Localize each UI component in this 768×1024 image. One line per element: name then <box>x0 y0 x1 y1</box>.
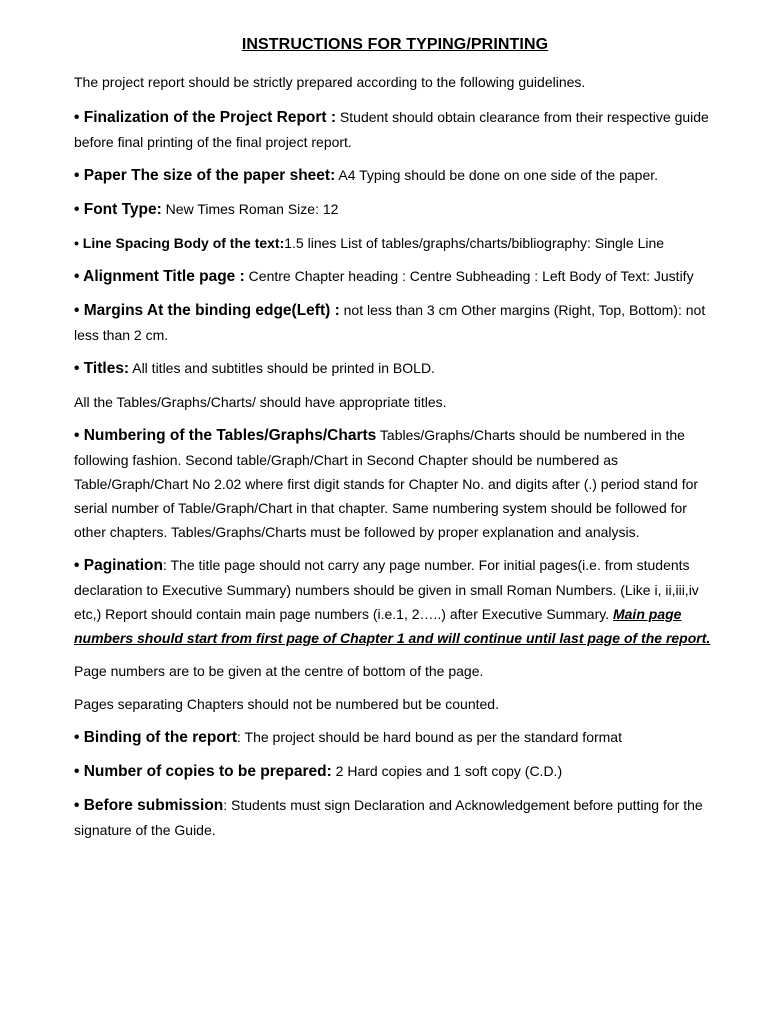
item-alignment <box>74 264 716 289</box>
item-finalization <box>74 105 716 154</box>
item-text: All titles and subtitles should be printed in BOLD. <box>129 360 435 376</box>
page-title: INSTRUCTIONS FOR TYPING/PRINTING <box>241 36 549 53</box>
item-heading: • Line Spacing Body of the text: <box>74 235 285 251</box>
item-heading: • Alignment Title page : <box>74 268 245 285</box>
note-page-numbers-centre: Page numbers are to be given at the centre of bottom of the page. <box>74 663 484 679</box>
item-pagination <box>74 553 716 650</box>
item-font-type <box>74 197 716 222</box>
item-text: : The project should be hard bound as per the standard format <box>237 729 622 745</box>
item-heading: • Titles: <box>74 360 130 377</box>
item-before-submission <box>74 793 716 842</box>
item-text: New Times Roman Size: 12 <box>161 201 339 217</box>
item-text: Student should obtain clearance from their respective guide before final printing of the final project report. <box>74 109 709 150</box>
item-margins <box>74 298 716 347</box>
item-copies <box>74 759 716 784</box>
item-text: : Students must sign Declaration and Acknowledgement before putting for the signature of the Guide. <box>74 797 703 838</box>
item-text: Tables/Graphs/Charts should be numbered in the following fashion. Second table/Graph/Chart in Second Chapter should be numbered as Table/Graph/Chart No 2.02 where first digit stands for Chapter No. and digits after (.) period stand for serial number of Table/Graph/Chart in that chapter. Same numbering system should be followed for other chapters. Tables/Graphs/Charts must be followed by proper explanation and analysis. <box>74 427 699 540</box>
intro-text: The project report should be strictly prepared according to the following guidelines. <box>74 74 586 90</box>
item-heading: • Before submission <box>74 797 224 814</box>
item-heading: • Finalization of the Project Report : <box>74 109 337 126</box>
item-paper <box>74 163 716 188</box>
item-numbering <box>74 423 716 544</box>
note-tables-titles: All the Tables/Graphs/Charts/ should have appropriate titles. <box>74 394 447 410</box>
item-text: Centre Chapter heading : Centre Subheading : Left Body of Text: Justify <box>244 268 694 284</box>
item-heading: • Binding of the report <box>74 729 237 746</box>
item-heading: • Number of copies to be prepared: <box>74 763 332 780</box>
item-text: : The title page should not carry any page number. For initial pages(i.e. from students declaration to Executive Summary) numbers should be given in small Roman Numbers. (Like i, ii,iii,iv etc,) Report should contain main page numbers (i.e.1, 2…..) after Executive Summary. <box>74 557 699 622</box>
item-text: 2 Hard copies and 1 soft copy (C.D.) <box>331 763 563 779</box>
item-emphasis: Main page numbers should start from first page of Chapter 1 and will continue until last page of the report. <box>74 606 711 646</box>
item-heading: • Pagination <box>74 557 163 574</box>
item-line-spacing <box>74 231 716 255</box>
item-text: 1.5 lines List of tables/graphs/charts/bibliography: Single Line <box>284 235 665 251</box>
item-heading: • Paper The size of the paper sheet: <box>74 167 336 184</box>
item-heading: • Font Type: <box>74 201 162 218</box>
item-titles <box>74 356 716 381</box>
item-heading: • Numbering of the Tables/Graphs/Charts <box>74 427 377 444</box>
item-text: not less than 3 cm Other margins (Right, Top, Bottom): not less than 2 cm. <box>74 302 706 343</box>
item-heading: • Margins At the binding edge(Left) : <box>74 302 340 319</box>
item-binding <box>74 725 716 750</box>
item-text: A4 Typing should be done on one side of the paper. <box>335 167 659 183</box>
note-chapter-separators: Pages separating Chapters should not be numbered but be counted. <box>74 696 499 712</box>
